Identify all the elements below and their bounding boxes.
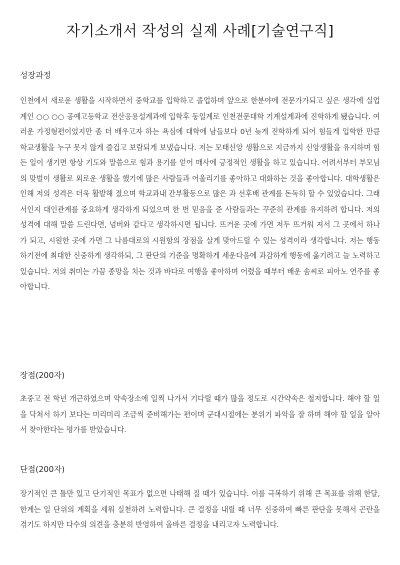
section-body-strengths: 초중고 전 학년 개근하였으며 약속장소에 일찍 나가서 기다릴 때가 많을 정도로 시간약속은 철저합니다. 해야 할 일을 닥쳐서 하기 보다는 미리미리 조금씩 준비해가는 편이며 군대시절에는 분위기 파악을 잘 하며 해야 할 일을 알아서 찾아한다는 평가를 받았습니다. (20, 394, 380, 434)
section-heading-strengths: 장점(200자) (20, 371, 65, 380)
section-body-weaknesses: 장기적인 큰 틀만 있고 단기적인 목표가 없으면 나태해 질 때가 있습니다. 이를 극복하기 위해 큰 목표를 위해 한달, 한계는 일 단위의 계획을 세워 실천하려 노력합니다. 큰 결정을 내릴 때 너무 신중하여 빠른 판단을 못해서 곤란을 겪기도 하지만 다수의 의견을 충분히 반영하여 올바른 결정을 내리고자 노력합니다. (20, 489, 380, 529)
section-heading-growth: 성장과정 (20, 71, 51, 80)
section-heading-weaknesses: 단점(200자) (20, 465, 65, 474)
section-body-growth: 인천에서 새로운 생활을 시작하면서 중학교를 입학하고 졸업하며 앞으로 한분야에 전문가가되고 싶은 생각에 실업계인 ○○ ○○ 공예고등학교 전산응용설계과에 입학후 동일계로 인천전문대학 기계설계과에 진학하게 됐습니다. 여러운 가정형편이었지만 좀 더 배우고자 하는 욕심에 대학에 남들보다 0년 늦게 진학하게 되어 힘들게 입학한 만큼 학교생활을 누구 못지 않게 즐겁고 보람되게 보냈습니다. 저는 모태신앙 생활으로 지금까지 신앙생활을 유지하며 힘든 일이 생기면 항상 기도와 말씀으로 힘과 용기를 얻어 매사에 긍정적인 생활을 하고 있습니다. 어려서부터 부모님의 맞벌이 생활로 외로운 생활을 했기에 많은 사람들과 어울리기를 좋아하고 대화하는 것을 좋아합니다. 대학생활은 인해 저의 성격은 더욱 활발해 졌으며 학교과내 간부활동으로 많은 과 선후배 관계를 돈독히 할 수 있었습니다. 그래서인지 대인관계를 중요하게 생각하게 되었으며 한 번 믿음을 준 사람들과는 꾸준히 관계를 유지하려 합니다. 저의 성격에 대해 말씀 드린다면, 넘버와 같다고 생각하시면 됩니다. 뜨거운 곳에 가면 저두 뜨거워 져서 그 곳에서 하나가 되고, 시원한 곳에 가면 그 나름대로의 시원함의 장점을 살게 맞아드릴 수 있는 성격이라 생각합니다. 저는 행동하기전에 최대한 신중하게 생각하되, 그 판단의 기준을 명확하게 세운다음에 과감하게 행동에 옮기려고 늘 노력하고 있습니다. 저의 취미는 가끔 종망을 치는 것과 바다로 여행을 좋아하며 어렸을 때부터 배운 솜씨로 피아노 연주를 좋아합니다. (20, 96, 380, 291)
document-title: 자기소개서 작성의 실제 사례[기술연구직] (66, 24, 334, 40)
